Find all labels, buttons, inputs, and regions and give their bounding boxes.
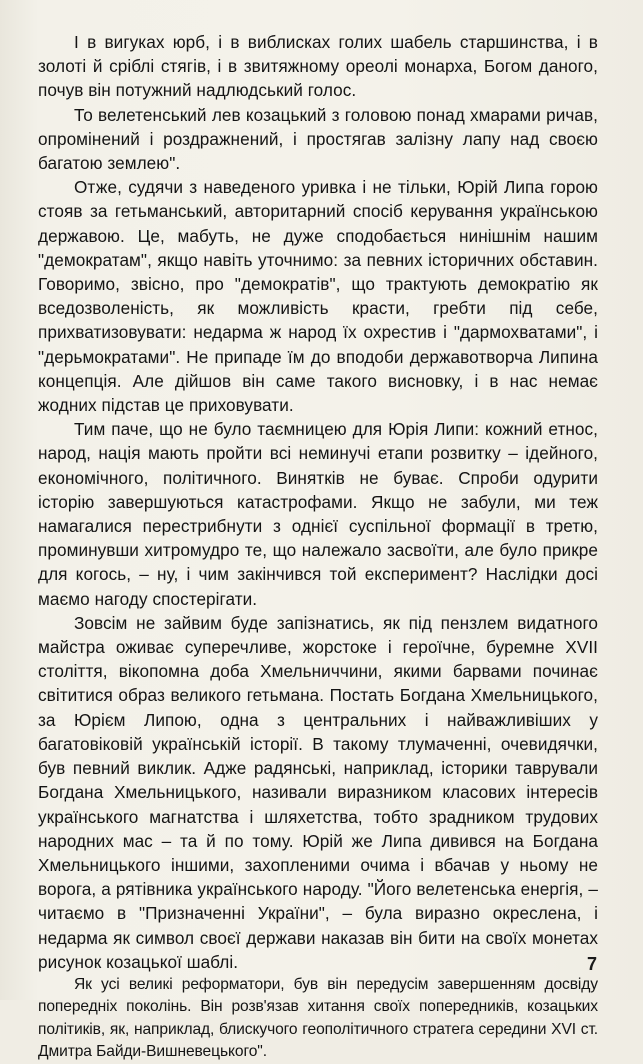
paragraph-6: Як усі великі реформатори, був він передусім завершенням досвіду попередніх поколінь. Він розв'язав хитання своїх попередників, козацьких політиків, як, наприклад, блискучого геополітичного стратега середини XVI ст. Дмитра Байди-Вишневецького". bbox=[38, 975, 598, 1061]
body-text bbox=[38, 30, 598, 1064]
paragraph-2: То велетенський лев козацький з головою понад хмарами ричав, опромінений і роздражнений, і простягав залізну лапу над своєю багатою землею". bbox=[38, 104, 598, 174]
paragraph-3: Отже, судячи з наведеного уривка і не тільки, Юрій Липа горою стояв за гетьманський, авторитарний спосіб керування українською державою. Це, мабуть, не дуже сподобається нинішнім нашим "демократам", якщо навіть уточнимо: за певних історичних обставин. Говоримо, звісно, про "демократів", що трактують демократію як вседозволеність, як можливість красти, гребти під себе, прихватизовувати: недарма ж народ їх охрестив і "дармохватами", і "дерьмократами". Не припаде їм до вподоби державотворча Липина концепція. Але дійшов він саме такого висновку, і в нас немає жодних підстав це приховувати. bbox=[38, 177, 598, 416]
paragraph-5: Зовсім не зайвим буде запізнатись, як під пензлем видатного майстра оживає суперечливе, жорстоке і героїчне, буремне XVII століття, вікопомна доба Хмельниччини, якими барвами починає світитися образ великого гетьмана. Постать Богдана Хмельницького, за Юрієм Липою, одна з центральних і найважливіших у багатовіковій українській історії. В такому тлумаченні, очевидячки, був певний виклик. Адже радянські, наприклад, історики таврували Богдана Хмельницького, називали виразником класових інтересів українського магнатства і шляхетства, тобто зрадником трудових народних мас – та й по тому. Юрій же Липа дивився на Богдана Хмельницького іншими, захопленими очима і вбачав у ньому не ворога, а рятівника українського народу. "Його велетенська енергія, – читаємо в "Призначенні України", – була виразно окреслена, і недарма як символ своєї держави наказав він бити на своїх монетах рисунок козацької шаблі. bbox=[38, 612, 598, 972]
page-number: 7 bbox=[586, 954, 597, 974]
paragraph-4: Тим паче, що не було таємницею для Юрія Липи: кожний етнос, народ, нація мають пройти всі неминучі етапи розвитку – ідейного, економічного, політичного. Винятків не буває. Спроби одурити історію завершуються катастрофами. Якщо не забули, ми теж намагалися перестрибнути з однієї суспільної формації в третю, проминувши хитромудро те, що належало засвоїти, але було прикре для когось, – ну, і чим закінчився той експеримент? Наслідки досі маємо нагоду спостерігати. bbox=[38, 419, 598, 609]
paragraph-1: І в вигуках юрб, і в виблисках голих шабель старшинства, і в золоті й сріблі стягів, і в звитяжному ореолі монарха, Богом даного, почув він потужний надлюдський голос. bbox=[38, 32, 598, 101]
